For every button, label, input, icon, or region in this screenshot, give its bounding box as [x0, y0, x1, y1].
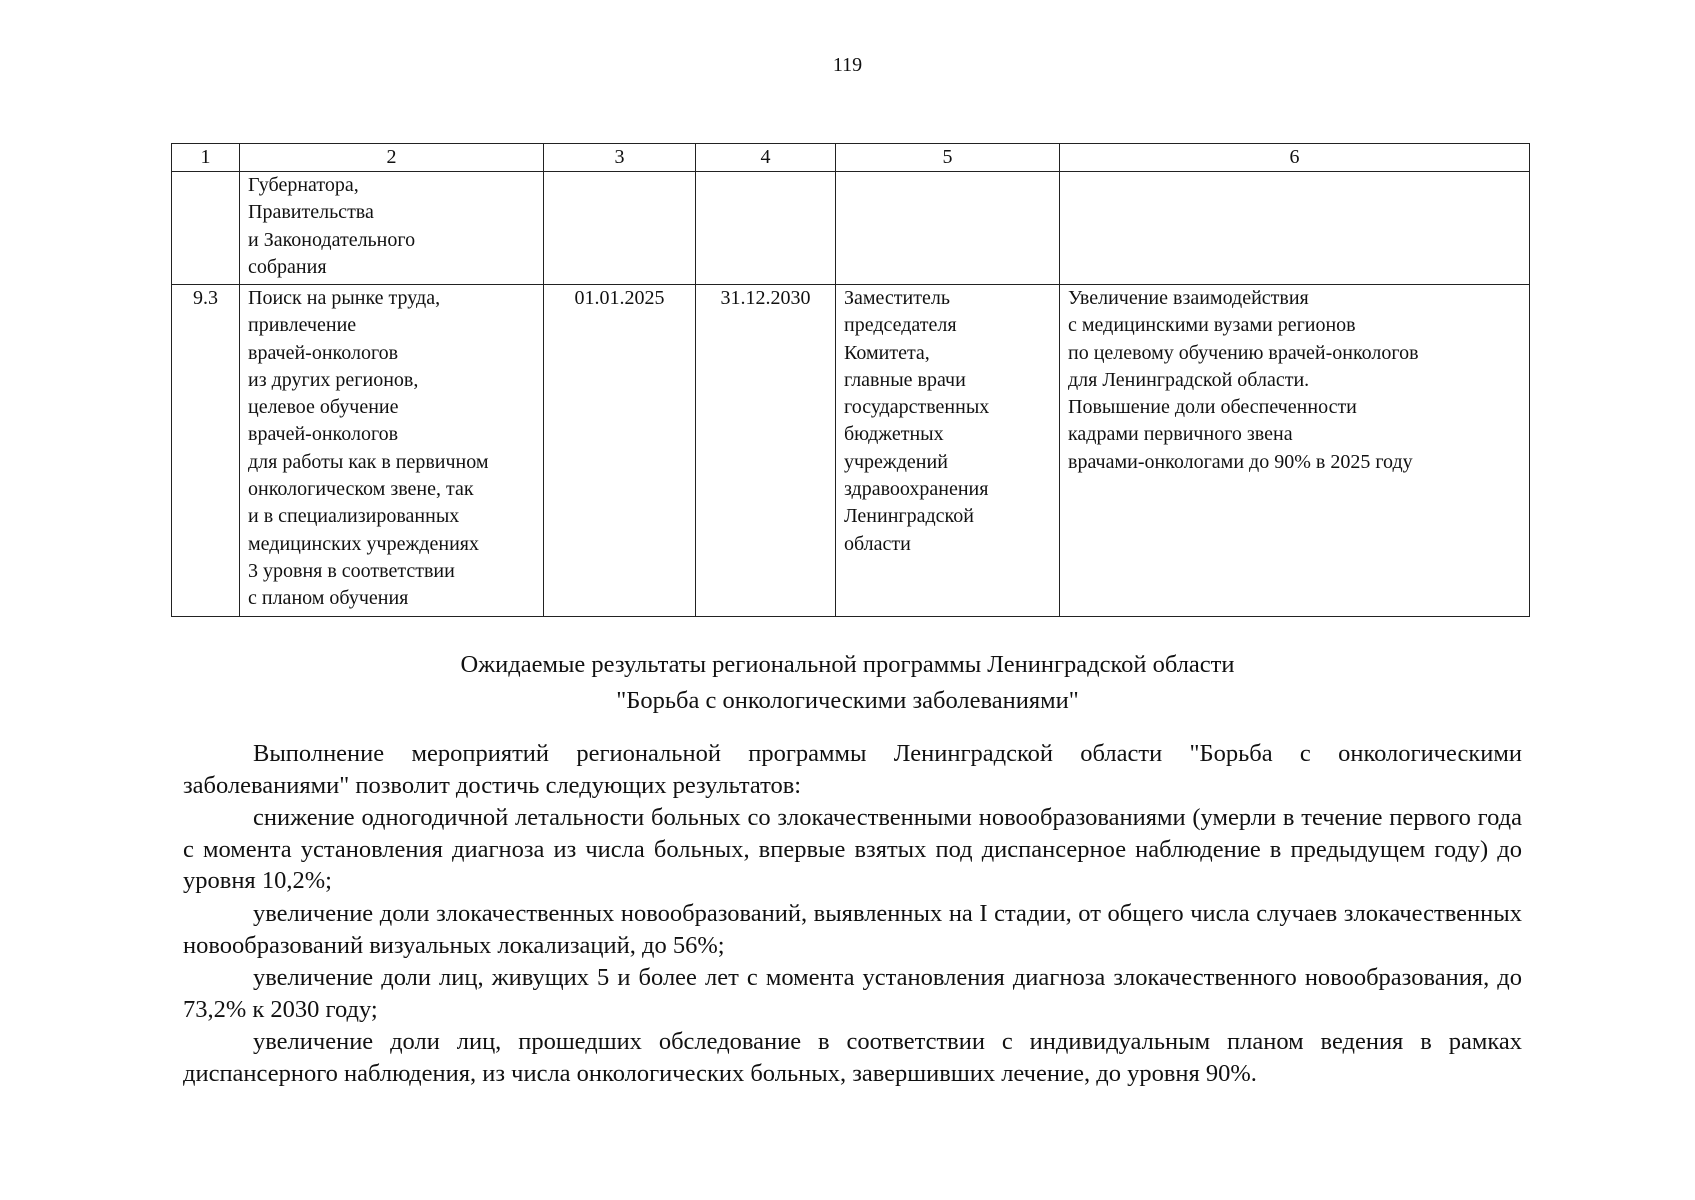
- cell-line: Заместитель: [844, 287, 950, 309]
- responsible-cell: [836, 285, 1060, 617]
- table-cell: [544, 172, 696, 285]
- cell-line: Поиск на рынке труда,: [248, 287, 441, 309]
- cell-line: 3 уровня в соответствии: [248, 559, 455, 582]
- row-number-cell: 9.3: [172, 285, 240, 617]
- paragraph: увеличение доли злокачественных новообразований, выявленных на I стадии, от общего числа случаев злокачественных новообразований визуальных локализаций, до 56%;: [183, 899, 1522, 959]
- cell-line: Повышение доли обеспеченности: [1068, 396, 1357, 419]
- cell-line: привлечение: [248, 314, 357, 337]
- cell-line: по целевому обучению врачей-онкологов: [1068, 341, 1419, 364]
- cell-line: с планом обучения: [248, 587, 409, 610]
- table-cell: [836, 172, 1060, 285]
- header-cell: 6: [1060, 144, 1530, 172]
- header-cell: 3: [544, 144, 696, 172]
- end-date-cell: 31.12.2030: [696, 285, 836, 617]
- paragraph: снижение одногодичной летальности больных со злокачественными новообразованиями (умерли в течение первого года с момента установления диагноза из числа больных, впервые взятых под диспансерное наблюдение в предыдущем году) до уровня 10,2%;: [183, 804, 1522, 895]
- cell-line: учреждений: [844, 450, 948, 473]
- activity-cell: [240, 285, 544, 617]
- cell-line: председателя: [844, 314, 957, 337]
- header-cell: 5: [836, 144, 1060, 172]
- cell-line: и в специализированных: [248, 505, 460, 528]
- cell-line: для работы как в первичном: [248, 450, 489, 473]
- cell-line: врачами-онкологами до 90% в 2025 году: [1068, 450, 1413, 473]
- paragraph: Выполнение мероприятий региональной программы Ленинградской области "Борьба с онкологическими заболеваниями" позволит достичь следующих результатов:: [183, 740, 1522, 799]
- page-number: 119: [832, 54, 863, 76]
- header-cell: 1: [172, 144, 240, 172]
- cell-line: онкологическом звене, так: [248, 478, 474, 501]
- section-title-line: Ожидаемые результаты региональной программы Ленинградской области: [460, 651, 1235, 678]
- cell-line: с медицинскими вузами регионов: [1068, 314, 1356, 337]
- paragraph: увеличение доли лиц, живущих 5 и более лет с момента установления диагноза злокачественного новообразования, до 73,2% к 2030 году;: [183, 964, 1522, 1023]
- table-cell: [696, 172, 836, 285]
- result-cell: [1060, 285, 1530, 617]
- results-text: [183, 738, 1522, 1090]
- cell-line: Правительства: [248, 201, 374, 224]
- table-cell: [1060, 172, 1530, 285]
- cell-line: для Ленинградской области.: [1068, 368, 1310, 391]
- paragraph: увеличение доли лиц, прошедших обследование в соответствии с индивидуальным планом ведения в рамках диспансерного наблюдения, из числа онкологических больных, завершивших лечение, до уровня 90%.: [183, 1028, 1522, 1087]
- cell-line: Комитета,: [844, 341, 930, 364]
- section-title-line: "Борьба с онкологическими заболеваниями": [616, 687, 1079, 714]
- cell-line: Губернатора,: [248, 174, 359, 196]
- section-title: [0, 647, 1695, 719]
- cell-line: бюджетных: [844, 423, 944, 446]
- responsible-continuation-cell: [240, 172, 544, 285]
- table-cell: [172, 172, 240, 285]
- table-row-continuation: [172, 172, 1530, 285]
- header-cell: 2: [240, 144, 544, 172]
- cell-line: государственных: [844, 396, 990, 419]
- cell-line: главные врачи: [844, 368, 966, 391]
- cell-line: здравоохранения: [844, 478, 989, 501]
- cell-line: врачей-онкологов: [248, 423, 399, 446]
- table-row-9-3: [172, 285, 1530, 617]
- cell-line: из других регионов,: [248, 368, 419, 391]
- cell-line: целевое обучение: [248, 396, 399, 419]
- cell-line: медицинских учреждениях: [248, 532, 479, 555]
- cell-line: Ленинградской: [844, 505, 974, 528]
- cell-line: области: [844, 532, 911, 555]
- start-date-cell: 01.01.2025: [544, 285, 696, 617]
- cell-line: врачей-онкологов: [248, 341, 399, 364]
- cell-line: кадрами первичного звена: [1068, 423, 1293, 446]
- cell-line: Увеличение взаимодействия: [1068, 287, 1309, 309]
- cell-line: и Законодательного: [248, 228, 416, 251]
- activities-table: [171, 143, 1530, 617]
- cell-line: собрания: [248, 255, 327, 278]
- table-header-row: [172, 144, 1530, 172]
- header-cell: 4: [696, 144, 836, 172]
